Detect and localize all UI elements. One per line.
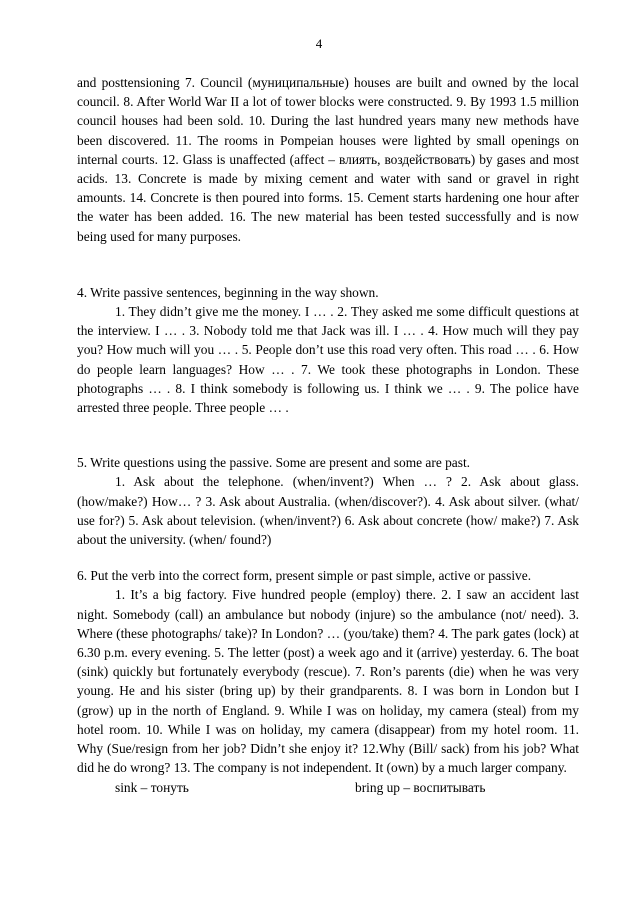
exercise-5-body: 1. Ask about the telephone. (when/invent?) When … ? 2. Ask about glass. (how/make?) How… ? 3. Ask about Australia. (when/discover?). 4. Ask about silver. (what/ use for?) 5. Ask about television. (when/invent?) 6. Ask about concrete (how/ make?) 7. Ask about the university. (when/ found?) — [77, 474, 579, 548]
vocabulary-bring-up: bring up – воспитывать — [355, 779, 486, 795]
exercise-6-body: 1. It’s a big factory. Five hundred people (employ) there. 2. I saw an accident last night. Somebody (call) an ambulance but nobody (injure) so the ambulance (not/ need). 3. Where (these photographs/ take)? In London? … (you/take) them? 4. The park gates (lock) at 6.30 p.m. every evening. 5. The letter (post) a week ago and it (arrive) yesterday. 6. The boat (sink) quickly but fortunately everybody (rescue). 7. Ron’s parents (die) when he was very young. He and his sister (bring up) by their grandparents. 8. I was born in London but I (grow) up in the north of England. 9. While I was on holiday, my camera (steal) from my hotel room. 10. While I was on holiday, my camera (disappear) from my hotel room. 11. Why (Sue/resign from her job? Didn’t she enjoy it? 12.Why (Bill/ sack) from his job? What did he do wrong? 13. The company is not independent. It (own) by a much larger company. — [77, 587, 579, 776]
vocabulary-row — [77, 778, 579, 797]
spacer — [77, 246, 579, 283]
exercise-5-heading: 5. Write questions using the passive. Some are present and some are past. — [77, 455, 471, 471]
continuation-paragraph: and posttensioning 7. Council (муниципальные) houses are built and owned by the local council. 8. After World War II a lot of tower blocks were constructed. 9. By 1993 1.5 million council houses had been sold. 10. During the last hundred years many new methods have been discovered. 11. The rooms in Pompeian houses were lighted by small openings on internal courts. 12. Glass is unaffected (affect – влиять, воздействовать) by gases and most acids. 13. Concrete is made by mixing cement and water with sand or gravel in right amounts. 14. Concrete is then poured into forms. 15. Cement starts hardening one hour after the water has been added. 16. The new material has been tested successfully and is now being used for many purposes. — [77, 75, 579, 244]
page-number: 4 — [315, 36, 323, 51]
exercise-4-heading: 4. Write passive sentences, beginning in the way shown. — [77, 284, 379, 300]
exercise-5 — [77, 453, 579, 549]
exercise-6-heading: 6. Put the verb into the correct form, present simple or past simple, active or passive. — [77, 568, 532, 584]
vocabulary-sink: sink – тонуть — [115, 779, 189, 795]
spacer — [77, 417, 579, 453]
exercise-6 — [77, 566, 579, 777]
spacer — [77, 549, 579, 566]
exercise-4-body: 1. They didn’t give me the money. I … . 2. They asked me some difficult questions at the interview. I … . 3. Nobody told me that Jack was ill. I … . 4. How much will they pay you? How much will you … . 5. People don’t use this road very often. This road … . 6. How do people learn languages? How … . 7. We took these photographs in London. These photographs … . 8. I think somebody is following us. I think we … . 9. The police have arrested three people. Three people … . — [77, 304, 579, 416]
exercise-4 — [77, 283, 579, 417]
document-body — [77, 73, 579, 797]
